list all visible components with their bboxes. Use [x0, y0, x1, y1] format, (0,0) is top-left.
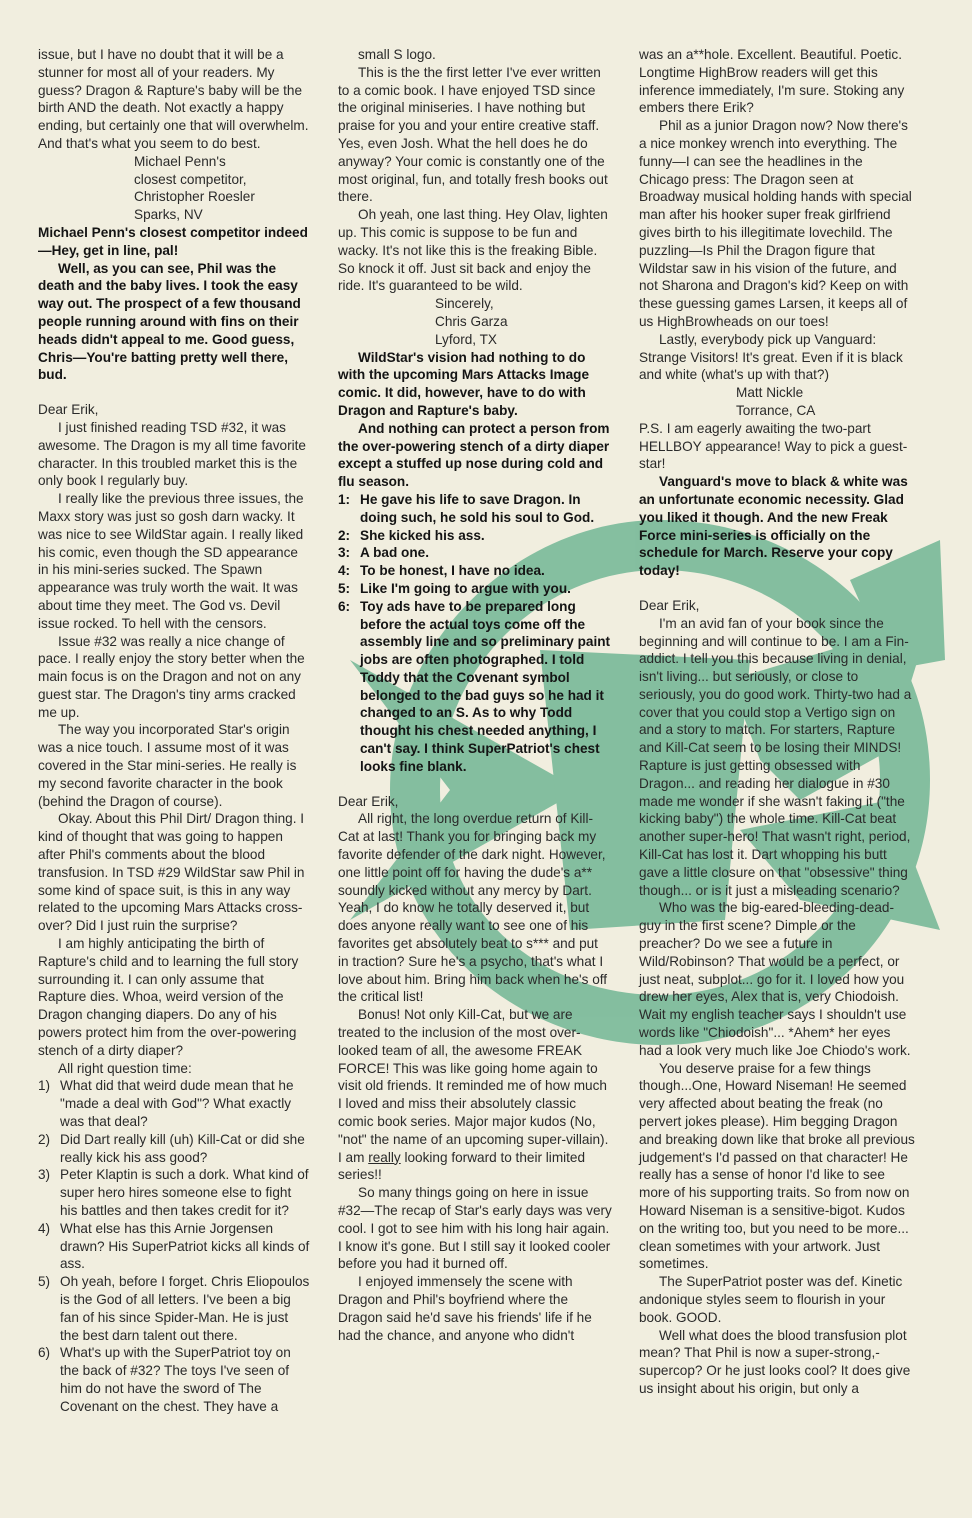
letter-paragraph: This is the the first letter I've ever written to a comic book. I have enjoyed TSD since the original miniseries. I have nothing but praise for you and your entire creative staff. Yes, even Josh. What the hell does he do anyway? Your comic is constantly one of the most original, fun, and totally fresh books out there. [338, 64, 608, 205]
letter-paragraph: All right question time: [58, 1060, 192, 1076]
column-middle [338, 46, 612, 1344]
list-item: 4: To be honest, I have no idea. [338, 563, 545, 579]
letter-paragraph: Okay. About this Phil Dirt/ Dragon thing. I kind of thought that was going to happen after Phil's comments about the blood transfusion. In TSD #29 WildStar saw Phil in some kind of space suit, is this in any way related to the upcoming Mars Attacks cross-over? Did I just ruin the surprise? [38, 811, 305, 934]
letter-paragraph: Issue #32 was really a nice change of pace. I really enjoy the story better when the main focus is on the Dragon and not on any guest star. The Dragon's tiny arms cracked me up. [38, 633, 305, 720]
letter-signature: Sincerely, Chris Garza Lyford, TX [435, 296, 508, 347]
letter-paragraph: I just finished reading TSD #32, it was awesome. The Dragon is my all time favorite character. In this troubled market this is the only book I regularly buy. [38, 419, 306, 489]
answer-list [338, 491, 612, 776]
letter-paragraph: You deserve praise for a few things though...One, Howard Niseman! He seemed very affected about beating the freak (no pervert jokes please). Him begging Dragon and breaking down like that broke all previous judgement's I'd passed on that character! He really has a sense of honor I'd like to see more of his supporting traits. So from now on Howard Niseman is a sensitive-bigot. Kudos on the writing too, but you need to be more... clean sometimes with your artwork. Just sometimes. [639, 1060, 915, 1272]
question-list [38, 1077, 310, 1415]
letter-greeting: Dear Erik, [338, 793, 399, 809]
letter-postscript: P.S. I am eagerly awaiting the two-part HELLBOY appearance! Way to pick a guest-star! [639, 420, 908, 472]
letter-paragraph: Who was the big-eared-bleeding-dead-guy in the first scene? Dimple or the preacher? Do we see a future in Wild/Robinson? That would be a perfect, or just neat, subplot... go for it. I loved how you drew her eyes, Alex that is, very Chiodoish. Wait my english teacher says I shouldn't use words like "Chiodoish"... *Ahem* her eyes had a look very much like Joe Chiodo's work. [639, 900, 911, 1058]
letter-paragraph: Phil as a junior Dragon now? Now there's a nice monkey wrench into everything. The funny—I can see the headlines in the Chicago press: The Dragon seen at Broadway musical holding hands with special man after his hooker super freak girlfriend gives birth to his illegitimate lovechild. The puzzling—Is Phil the Dragon figure that Wildstar saw in his vision of the future, and not Sharona and Dragon's kid? Keep on with these guessing games Larsen, it keeps all of us HighBrowheads on our toes! [639, 118, 912, 329]
editor-reply: Well, as you can see, Phil was the death and the baby lives. I took the easy way out. The prospect of a few thousand people running around with fins on their heads didn't appeal to me. Good guess, Chris—You're batting pretty well there, bud. [38, 260, 301, 383]
list-item: 5: Like I'm going to argue with you. [338, 580, 571, 596]
editor-reply: Michael Penn's closest competitor indeed—Hey, get in line, pal! [38, 224, 308, 258]
letter-greeting: Dear Erik, [639, 597, 700, 613]
letter-paragraph: The SuperPatriot poster was def. Kinetic andonique styles seem to flourish in your book. GOOD. [639, 1274, 903, 1325]
letter-paragraph: Oh yeah, one last thing. Hey Olav, lighten up. This comic is suppose to be fun and wacky. It's not like this is the freaking Bible. So knock it off. Just sit back and enjoy the ride. It's guaranteed to be wild. [338, 207, 608, 294]
letter-greeting: Dear Erik, [38, 402, 99, 418]
letter-paragraph: So many things going on here in issue #32—The recap of Star's early days was very cool. I got to see him with his long hair again. I know it's gone. But I still say it looked cooler before you had it burned off. [338, 1185, 612, 1272]
letter-paragraph: I'm an avid fan of your book since the beginning and will continue to be. I am a Fin-addict. I tell you this because living in denial, isn't living... but seriously, or close to seriously, you do good work. Thirty-two had a cover that you could stop a Vertigo sign on and a story to match. For starters, Rapture and Kill-Cat seem to be losing their MINDS! Rapture is just getting obsessed with Dragon... and reading her dialogue in #30 made me wonder if she wasn't faking it ("the kicking baby") the whole time. Kill-Cat beat another super-hero! That wasn't right, period, Kill-Cat has lost it. Dart whopping his butt gave a little closure on that "obsessive" thing though... or is it just a misleading scenario? [639, 615, 912, 898]
letter-paragraph: Lastly, everybody pick up Vanguard: Strange Visitors! It's great. Even if it is black and white (what's up with that?) [639, 331, 903, 383]
letter-paragraph: Bonus! Not only Kill-Cat, but we are treated to the inclusion of the most over-looked team of all, the awesome FREAK FORCE! This was like going home again to visit old friends. It reminded me of how much I loved and miss their absolutely classic comic book series. Major major kudos (No, "not" the name of an upcoming super-villain). I am really looking forward to their limited series!! [338, 1007, 609, 1183]
letter-text: issue, but I have no doubt that it will be a stunner for most all of your readers. My guess? Dragon & Rapture's baby will be the birth AND the death. Not exactly a happy ending, but certainly one that will overwhelm. And that's what you seem to do best. [38, 47, 309, 151]
list-item: 1: He gave his life to save Dragon. In doing such, he sold his soul to God. [338, 491, 595, 525]
letter-signature: Matt Nickle Torrance, CA [736, 385, 816, 418]
column-right [639, 46, 915, 1398]
list-item: 3) Peter Klaptin is such a dork. What kind of super hero hires someone else to fight his battles and then takes credit for it? [38, 1167, 309, 1218]
letter-paragraph: I am highly anticipating the birth of Rapture's child and to learning the full story surrounding it. I can only assume that Rapture dies. Whoa, weird version of the Dragon changing diapers. Do any of his powers protect him from the over-powering stench of a dirty diaper? [38, 936, 299, 1058]
list-item: 2) Did Dart really kill (uh) Kill-Cat or did she really kick his ass good? [38, 1131, 305, 1165]
list-item: 1) What did that weird dude mean that he "made a deal with God"? What exactly was that deal? [38, 1078, 294, 1130]
letter-paragraph: Well what does the blood transfusion plot mean? That Phil is now a super-strong,-supercop? Or he just looks cool? It does give us insight about his origin, but only a [639, 1327, 911, 1396]
letter-signature: Michael Penn's closest competitor, Christopher Roesler Sparks, NV [134, 153, 255, 223]
list-item: 3: A bad one. [338, 545, 429, 561]
list-item: 2: She kicked his ass. [338, 527, 485, 543]
letter-paragraph: I really like the previous three issues, the Maxx story was just so gosh darn wacky. It was nice to see WildStar again. I really liked his comic, even though the SD appearance in his mini-series sucked. The Spawn appearance was truly worth the wait. It was about time they meet. The God vs. Devil issue rocked. To hell with the censors. [38, 491, 304, 631]
letter-paragraph: All right, the long overdue return of Kill-Cat at last! Thank you for bringing back my favorite defender of the dark night. However, one little point off for having the dude's a** soundly kicked without any mercy by Dart. Yeah, I do know he totally deserved it, but does anyone really want to see one of his favorites get absolutely beat to s*** and put in traction? Sure he's a psycho, that's what I love about him. Bring him back when he's off the critical list! [338, 811, 608, 1005]
list-item: 6: Toy ads have to be prepared long before the actual toys come off the assembly line and so preliminary paint jobs are often photographed. I told Toddy that the Covenant symbol belonged to the bad guys so he had it changed to an S. As to why Todd thought his chest needed anything, I can't say. I think SuperPatriot's chest looks fine blank. [338, 598, 611, 774]
editor-reply: And nothing can protect a person from the over-powering stench of a dirty diaper except a stuffed up nose during cold and flu season. [338, 420, 610, 490]
list-item: 4) What else has this Arnie Jorgensen drawn? His SuperPatriot kicks all kinds of ass. [38, 1220, 310, 1272]
letter-text: small S logo. [358, 47, 436, 62]
letter-text: was an a**hole. Excellent. Beautiful. Poetic. Longtime HighBrow readers will get this inference immediately, I'm sure. Stoking any embers there Erik? [639, 47, 905, 116]
list-item: 6) What's up with the SuperPatriot toy on the back of #32? The toys I've seen of him do not have the sword of The Covenant on the chest. They have a [38, 1345, 291, 1414]
column-left [38, 46, 310, 1416]
letter-paragraph: The way you incorporated Star's origin was a nice touch. I assume most of it was covered in the Star mini-series. He really is my second favorite character in the book (behind the Dragon of course). [38, 722, 297, 809]
letter-paragraph: I enjoyed immensely the scene with Dragon and Phil's boyfriend where the Dragon said he'd save his friends' life if he had the chance, and anyone who didn't [338, 1274, 592, 1343]
list-item: 5) Oh yeah, before I forget. Chris Eliopoulos is the God of all letters. I've been a big fan of his since Spider-Man. He is just the best darn talent out there. [38, 1274, 310, 1343]
editor-reply: WildStar's vision had nothing to do with the upcoming Mars Attacks Image comic. It did, however, have to do with Dragon and Rapture's baby. [338, 349, 590, 418]
editor-reply: Vanguard's move to black & white was an unfortunate economic necessity. Glad you liked it though. And the new Freak Force mini-series is officially on the schedule for March. Reserve your copy today! [639, 474, 908, 579]
